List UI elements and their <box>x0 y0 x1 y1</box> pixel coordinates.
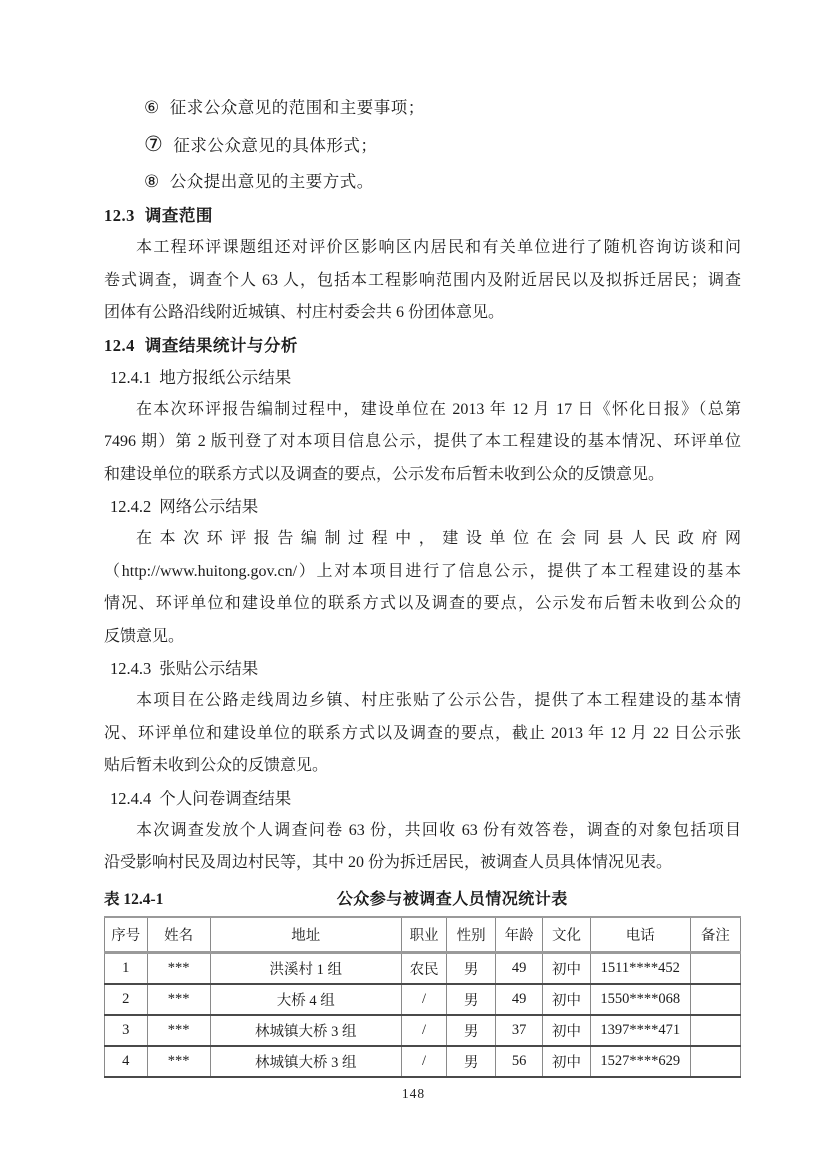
cell-phone: 1527****629 <box>590 1046 690 1077</box>
paragraph-12-3 <box>104 232 741 330</box>
paragraph-line: 和建设单位的联系方式以及调查的要点，公示发布后暂未收到公众的反馈意见。 <box>104 465 665 483</box>
list-item <box>104 164 741 200</box>
subsection-heading-12-4-4 <box>104 783 741 815</box>
circled-number-marker: ⑥ <box>144 98 160 117</box>
paragraph-line: 况、环评单位和建设单位的联系方式以及调查的要点，截止 2013 年 12 月 22 日公示张 <box>104 724 741 742</box>
subsection-number: 12.4.1 <box>110 367 152 387</box>
section-heading-12-4 <box>104 330 741 362</box>
cell-age: 49 <box>496 952 543 984</box>
cell-seq: 1 <box>105 952 148 984</box>
section-number: 12.4 <box>104 335 135 355</box>
col-header-seq: 序号 <box>105 917 148 953</box>
subsection-title: 网络公示结果 <box>159 497 259 516</box>
paragraph-line: 反馈意见。 <box>104 627 185 645</box>
list-item-text: 征求公众意见的范围和主要事项； <box>169 98 425 117</box>
circled-number-list <box>104 90 741 200</box>
table-label: 表 12.4-1 <box>104 890 164 908</box>
cell-occupation: 农民 <box>402 952 447 984</box>
cell-age: 37 <box>496 1015 543 1046</box>
paragraph-12-4-3 <box>104 685 741 783</box>
table-row <box>105 1015 741 1046</box>
col-header-name: 姓名 <box>147 917 210 953</box>
col-header-phone: 电话 <box>590 917 690 953</box>
cell-remark <box>690 952 740 984</box>
cell-age: 49 <box>496 984 543 1015</box>
cell-occupation: / <box>402 1046 447 1077</box>
paragraph-12-4-2 <box>104 523 741 653</box>
cell-address: 大桥 4 组 <box>210 984 401 1015</box>
page-content <box>104 90 741 1078</box>
cell-education: 初中 <box>543 952 591 984</box>
survey-participants-table <box>104 916 741 1078</box>
paragraph-line: 在本次环评报告编制过程中，建设单位在会同县人民政府网 <box>136 530 741 547</box>
cell-gender: 男 <box>447 1046 496 1077</box>
cell-phone: 1550****068 <box>590 984 690 1015</box>
col-header-age: 年龄 <box>496 917 543 953</box>
section-title: 调查范围 <box>144 207 213 225</box>
cell-seq: 2 <box>105 984 148 1015</box>
list-item-text: 征求公众意见的具体形式； <box>173 136 378 155</box>
cell-age: 56 <box>496 1046 543 1077</box>
list-item <box>104 126 741 164</box>
circled-number-marker: ⑧ <box>144 172 160 191</box>
cell-address: 洪溪村 1 组 <box>210 952 401 984</box>
cell-remark <box>690 1046 740 1077</box>
cell-address: 林城镇大桥 3 组 <box>210 1046 401 1077</box>
table-caption <box>104 886 741 916</box>
paragraph-line: 本项目在公路走线周边乡镇、村庄张贴了公示公告，提供了本工程建设的基本情 <box>136 692 741 709</box>
paragraph-12-4-1 <box>104 394 741 492</box>
paragraph-line: （http://www.huitong.gov.cn/）上对本项目进行了信息公示，提供了本工程建设的基本 <box>104 562 741 580</box>
subsection-heading-12-4-1 <box>104 362 741 394</box>
list-item-text: 公众提出意见的主要方式。 <box>169 172 374 191</box>
subsection-title: 张贴公示结果 <box>159 659 259 678</box>
col-header-education: 文化 <box>543 917 591 953</box>
cell-gender: 男 <box>447 952 496 984</box>
subsection-title: 个人问卷调查结果 <box>159 788 292 808</box>
paragraph-line: 卷式调查，调查个人 63 人，包括本工程影响范围内及附近居民以及拟拆迁居民；调查 <box>104 271 741 289</box>
col-header-address: 地址 <box>210 917 401 953</box>
cell-occupation: / <box>402 984 447 1015</box>
cell-seq: 3 <box>105 1015 148 1046</box>
list-item <box>104 90 741 126</box>
paragraph-line: 团体有公路沿线附近城镇、村庄村委会共 6 份团体意见。 <box>104 304 505 321</box>
cell-name: *** <box>147 1046 210 1077</box>
subsection-heading-12-4-3 <box>104 653 741 685</box>
paragraph-line: 贴后暂未收到公众的反馈意见。 <box>104 757 329 774</box>
paragraph-line: 7496 期）第 2 版刊登了对本项目信息公示，提供了本工程建设的基本情况、环评单位 <box>104 433 741 450</box>
cell-remark <box>690 1015 740 1046</box>
cell-name: *** <box>147 984 210 1015</box>
circled-number-marker: ⑦ <box>144 132 164 156</box>
subsection-title: 地方报纸公示结果 <box>159 367 292 387</box>
paragraph-line: 情况、环评单位和建设单位的联系方式以及调查的要点，公示发布后暂未收到公众的 <box>104 595 741 612</box>
paragraph-line: 沿受影响村民及周边村民等，其中 20 份为拆迁居民，被调查人员具体情况见表。 <box>104 854 673 871</box>
table-title: 公众参与被调查人员情况统计表 <box>336 890 568 908</box>
cell-address: 林城镇大桥 3 组 <box>210 1015 401 1046</box>
subsection-number: 12.4.2 <box>110 497 152 516</box>
paragraph-line: 在本次环评报告编制过程中，建设单位在 2013 年 12 月 17 日《怀化日报》（总第 <box>136 400 741 418</box>
table-row <box>105 984 741 1015</box>
subsection-number: 12.4.3 <box>110 659 152 678</box>
cell-seq: 4 <box>105 1046 148 1077</box>
section-number: 12.3 <box>104 206 135 225</box>
paragraph-12-4-4 <box>104 815 741 880</box>
subsection-number: 12.4.4 <box>110 788 152 808</box>
cell-gender: 男 <box>447 1015 496 1046</box>
cell-gender: 男 <box>447 984 496 1015</box>
table-row <box>105 952 741 984</box>
paragraph-line: 本工程环评课题组还对评价区影响区内居民和有关单位进行了随机咨询访谈和问 <box>136 239 741 256</box>
page-number: 148 <box>401 1086 426 1101</box>
cell-occupation: / <box>402 1015 447 1046</box>
section-title: 调查结果统计与分析 <box>144 336 298 355</box>
cell-remark <box>690 984 740 1015</box>
col-header-remark: 备注 <box>690 917 740 953</box>
cell-education: 初中 <box>543 984 591 1015</box>
col-header-occupation: 职业 <box>402 917 447 953</box>
col-header-gender: 性别 <box>447 917 496 953</box>
cell-phone: 1397****471 <box>590 1015 690 1046</box>
cell-education: 初中 <box>543 1046 591 1077</box>
table-row <box>105 1046 741 1077</box>
cell-name: *** <box>147 1015 210 1046</box>
cell-name: *** <box>147 952 210 984</box>
table-header-row <box>105 917 741 953</box>
paragraph-line: 本次调查发放个人调查问卷 63 份，共回收 63 份有效答卷，调查的对象包括项目 <box>136 821 741 839</box>
cell-phone: 1511****452 <box>590 952 690 984</box>
subsection-heading-12-4-2 <box>104 491 741 523</box>
section-heading-12-3 <box>104 200 741 232</box>
cell-education: 初中 <box>543 1015 591 1046</box>
